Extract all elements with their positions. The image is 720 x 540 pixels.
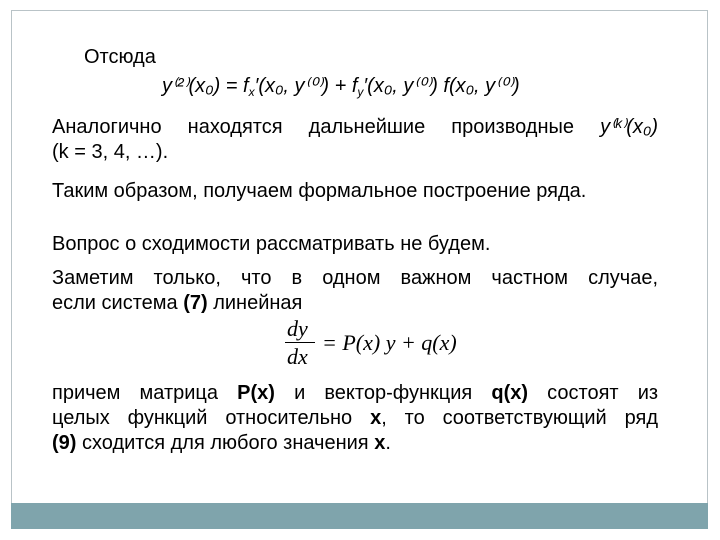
para5-e: состоят из xyxy=(547,382,659,404)
formula-main xyxy=(162,74,520,98)
para4-line1: Заметим только, что в одном важном частном случае, xyxy=(52,267,658,289)
para5-c: и вектор-функция xyxy=(294,382,492,404)
para4-post: линейная xyxy=(207,292,303,314)
formula-term1: f xyxy=(243,75,249,97)
para4-line2 xyxy=(52,291,302,315)
formula-term1-args: ′(x₀, y⁽⁰⁾) + xyxy=(254,75,352,97)
formula-term2-args: ′(x₀, y⁽⁰⁾) f(x₀, y⁽⁰⁾) xyxy=(363,75,520,97)
para5-2c: , то соответствующий ряд xyxy=(381,407,658,429)
formula-term2: f xyxy=(351,75,358,97)
para5-line2 xyxy=(52,406,658,430)
para5-2x: x xyxy=(370,407,382,429)
bottom-bar xyxy=(11,503,708,529)
para1-line2: (k = 3, 4, …). xyxy=(52,141,169,163)
para5-a: причем матрица xyxy=(52,382,238,404)
para5-ref: (9) xyxy=(52,432,77,454)
formula-sub2: y xyxy=(357,85,364,99)
intro-text: Отсюда xyxy=(84,46,156,68)
para5-2a: целых функций относительно xyxy=(52,407,371,429)
para5-line1 xyxy=(52,381,658,405)
formula-sub1: x xyxy=(248,85,255,99)
para5-vector: q(x) xyxy=(491,382,529,404)
formula-lhs: y⁽²⁾(x₀) = xyxy=(162,75,244,97)
ode-numerator: dy xyxy=(287,316,308,341)
para1-line1 xyxy=(52,115,658,139)
para5-3b: сходится для любого значения xyxy=(76,432,375,454)
para1-math: y⁽ᵏ⁾(x₀) xyxy=(600,116,658,138)
para5-3x: x xyxy=(374,432,386,454)
para5-line3 xyxy=(52,431,391,455)
para4-ref: (7) xyxy=(183,292,208,314)
para5-3d: . xyxy=(385,432,391,454)
para1-text: Аналогично находятся дальнейшие производные xyxy=(52,116,575,138)
ode-denominator: dx xyxy=(287,344,308,369)
para3: Вопрос о сходимости рассматривать не будем. xyxy=(52,233,491,255)
para5-matrix: P(x) xyxy=(237,382,275,404)
para4-pre: если система xyxy=(52,292,184,314)
ode-rhs: = P(x) y + q(x) xyxy=(322,330,457,355)
ode-fraction-line xyxy=(285,342,315,343)
para2: Таким образом, получаем формальное построение ряда. xyxy=(52,180,587,202)
